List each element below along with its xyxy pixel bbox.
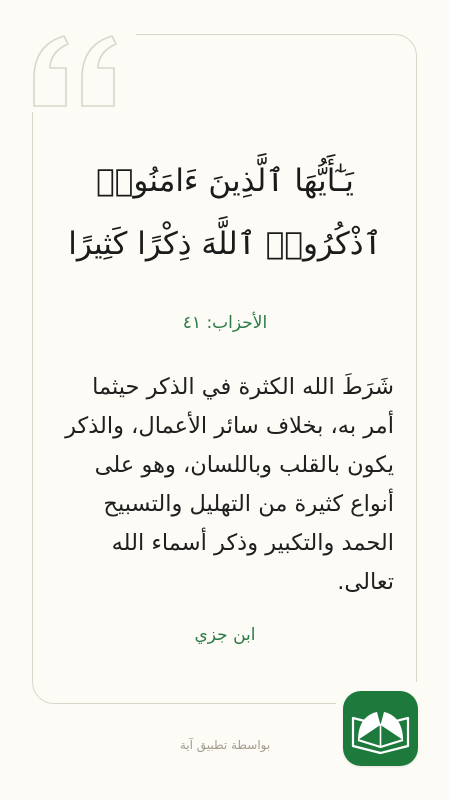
ayah-reference: الأحزاب: ٤١: [182, 313, 268, 333]
app-attribution: بواسطة تطبيق آية: [179, 738, 271, 752]
ayah-text: يَـٰٓأَيُّهَا ٱلَّذِينَ ءَامَنُوا۟ ٱذْكُرُوا۟ ٱللَّهَ ذِكْرًا كَثِيرًا: [68, 163, 382, 262]
quotation-mark-icon: [30, 32, 122, 110]
author-name: ابن جزي: [194, 625, 256, 645]
tafsir-text: شَرَطَ الله الكثرة في الذكر حيثما أمر به، بخلاف سائر الأعمال، والذكر يكون بالقلب وباللسان، وهو على أنواع كثيرة من التهليل والتسبيح الحمد والتكبير وذكر أسماء الله تعالى.: [65, 374, 394, 595]
app-logo[interactable]: [343, 691, 418, 766]
open-book-icon: [343, 691, 418, 766]
